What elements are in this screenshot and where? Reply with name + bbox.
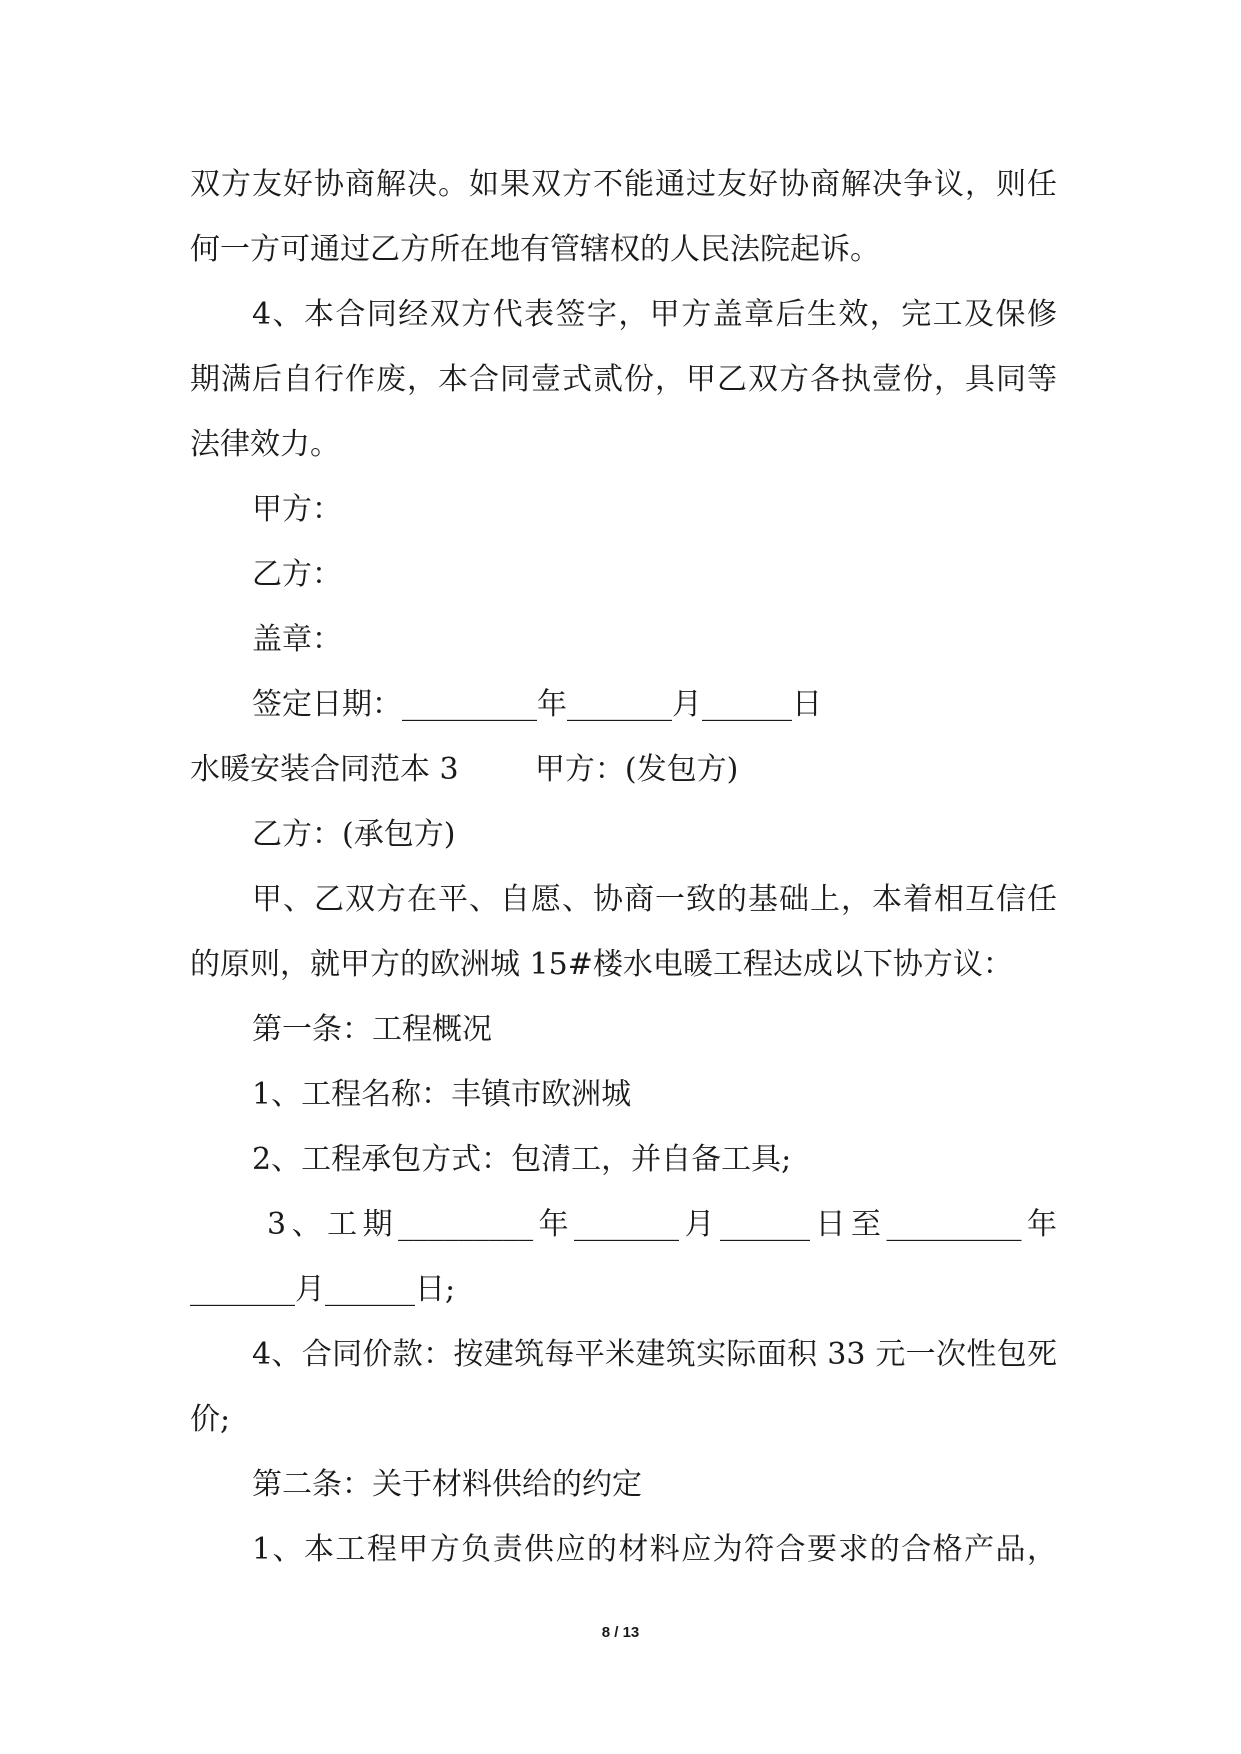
article-heading: 第二条：关于材料供给的约定 — [252, 1467, 642, 1502]
paragraph-line: 4、本合同经双方代表签字，甲方盖章后生效，完工及保修 — [252, 297, 1057, 332]
paragraph-line: 1、本工程甲方负责供应的材料应为符合要求的合格产品， — [252, 1532, 1057, 1567]
paragraph-line: 期满后自行作废，本合同壹式贰份，甲乙双方各执壹份，具同等 — [190, 362, 1057, 397]
paragraph-line: 何一方可通过乙方所在地有管辖权的人民法院起诉。 — [190, 232, 880, 267]
signature-label-party-b: 乙方： — [252, 557, 342, 592]
signature-date-line: 签定日期：_________年_______月______日 — [252, 687, 822, 722]
paragraph-line: 1、工程名称：丰镇市欧洲城 — [252, 1077, 632, 1112]
paragraph-line: 4、合同价款：按建筑每平米建筑实际面积 33 元一次性包死 — [252, 1337, 1057, 1372]
paragraph-line: 的原则，就甲方的欧洲城 15#楼水电暖工程达成以下协方议： — [190, 947, 1013, 982]
document-body — [190, 152, 1057, 1582]
section-heading: 水暖安装合同范本 3 甲方：(发包方) — [190, 752, 739, 787]
paragraph-line: 价; — [190, 1402, 231, 1437]
paragraph-line: 法律效力。 — [190, 427, 340, 462]
page-number: 8 / 13 — [601, 1624, 640, 1641]
paragraph-line: 2、工程承包方式：包清工，并自备工具; — [252, 1142, 792, 1177]
paragraph-line: 甲、乙双方在平、自愿、协商一致的基础上，本着相互信任 — [252, 882, 1057, 917]
article-heading: 第一条：工程概况 — [252, 1012, 492, 1047]
paragraph-line: 双方友好协商解决。如果双方不能通过友好协商解决争议，则任 — [190, 167, 1057, 202]
paragraph-line: _______月______日; — [190, 1272, 456, 1307]
paragraph-line: 乙方：(承包方) — [252, 817, 456, 852]
signature-label-party-a: 甲方： — [252, 492, 342, 527]
paragraph-line: 3、工期_________年_______月______日至_________年 — [252, 1207, 1057, 1242]
signature-label-seal: 盖章： — [252, 622, 342, 657]
